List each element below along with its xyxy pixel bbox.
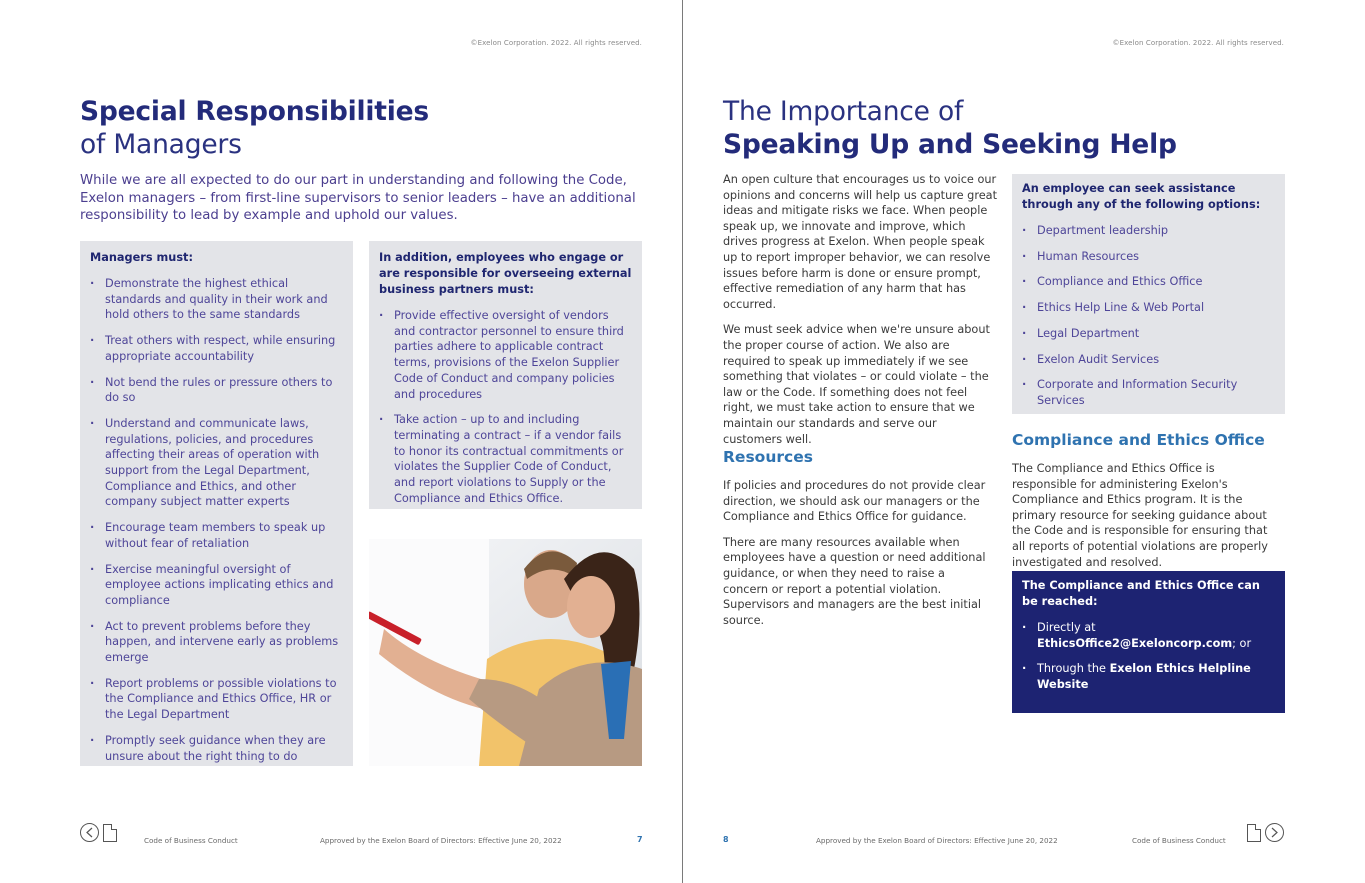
intro-paragraph: While we are all expected to do our part in understanding and following the Code, Exelon managers – from first-line supervisors to senior leaders – have an additional responsibility to lead by example and uphold our values. bbox=[80, 173, 636, 224]
list-item: · Report problems or possible violations to the Compliance and Ethics Office, HR or the Legal Department bbox=[90, 676, 343, 723]
copyright-notice: ©Exelon Corporation. 2022. All rights reserved. bbox=[470, 39, 642, 47]
list-item bbox=[1022, 661, 1275, 692]
title-light: of Managers bbox=[80, 129, 242, 160]
business-partners-box bbox=[369, 241, 642, 509]
next-page-icon[interactable] bbox=[1265, 823, 1284, 842]
assistance-options-box bbox=[1012, 174, 1285, 414]
paragraph: An open culture that encourages us to voice our opinions and concerns will help us capture great ideas and mitigate risks we face. When people speak up, we innovate and improve, which drives progress at Exelon. When people speak up to report improper behavior, we can resolve issues before harm is done or ensure prompt, effective remediation of any harm that has occurred. bbox=[723, 173, 998, 311]
list-item: · Exercise meaningful oversight of employee actions implicating ethics and compliance bbox=[90, 562, 343, 609]
list-item: · Take action – up to and including terminating a contract – if a vendor fails to honor its contractual commitments or violates the Supplier Code of Conduct, and report violations to Supply or the Compliance and Ethics Office. bbox=[379, 412, 632, 506]
contact-list bbox=[1022, 620, 1275, 693]
list-item: · Treat others with respect, while ensuring appropriate accountability bbox=[90, 333, 343, 364]
list-item: · Compliance and Ethics Office bbox=[1022, 274, 1275, 290]
list-item: · Provide effective oversight of vendors and contractor personnel to ensure third parties adhere to applicable contract terms, provisions of the Exelon Supplier Code of Conduct and company policies and procedures bbox=[379, 308, 632, 402]
previous-page-icon[interactable] bbox=[80, 823, 99, 842]
contact-suffix: ; or bbox=[1232, 636, 1252, 650]
partners-heading: In addition, employees who engage or are responsible for overseeing external business partners must: bbox=[379, 251, 632, 296]
title-bold: Speaking Up and Seeking Help bbox=[723, 129, 1177, 160]
page-number: 8 bbox=[723, 835, 729, 844]
resources-text bbox=[723, 478, 993, 638]
paragraph: If policies and procedures do not provide clear direction, we should ask our managers or the Compliance and Ethics Office for guidance. bbox=[723, 479, 986, 524]
page-title bbox=[80, 95, 429, 161]
options-heading: An employee can seek assistance through any of the following options: bbox=[1022, 182, 1261, 211]
list-item: · Act to prevent problems before they happen, and intervene early as problems emerge bbox=[90, 619, 343, 666]
list-item: · Promptly seek guidance when they are unsure about the right thing to do bbox=[90, 733, 343, 764]
footer-title: Code of Business Conduct bbox=[144, 836, 238, 845]
list-item: · Understand and communicate laws, regulations, policies, and procedures affecting their areas of operation with support from the Legal Department, Compliance and Ethics, and other company subject matter experts bbox=[90, 416, 343, 510]
contact-prefix: Directly at bbox=[1037, 621, 1096, 634]
left-nav bbox=[80, 823, 117, 842]
contact-heading: The Compliance and Ethics Office can be reached: bbox=[1022, 579, 1260, 608]
managers-box bbox=[80, 241, 353, 766]
left-page bbox=[0, 0, 682, 883]
list-item: · Legal Department bbox=[1022, 326, 1275, 342]
list-item: · Demonstrate the highest ethical standards and quality in their work and hold others to the same standards bbox=[90, 276, 343, 323]
title-light: The Importance of bbox=[723, 96, 964, 127]
footer-title: Code of Business Conduct bbox=[1132, 836, 1226, 845]
compliance-office-text bbox=[1012, 461, 1282, 580]
document-icon[interactable] bbox=[103, 824, 117, 842]
list-item: · Exelon Audit Services bbox=[1022, 352, 1275, 368]
copyright-notice: ©Exelon Corporation. 2022. All rights reserved. bbox=[1112, 39, 1284, 47]
paragraph: We must seek advice when we're unsure about the proper course of action. We also are required to speak up immediately if we see something that violates – or could violate – the law or the Code. If something does not feel right, we must take action to ensure that we maintain our standards and serve our customers well. bbox=[723, 323, 990, 446]
email-link[interactable]: EthicsOffice2@Exeloncorp.com bbox=[1037, 636, 1233, 650]
photo-two-employees-whiteboard bbox=[369, 539, 642, 766]
photo-illustration bbox=[369, 539, 642, 766]
partners-list bbox=[379, 308, 632, 506]
contact-box bbox=[1012, 571, 1285, 713]
list-item: · Not bend the rules or pressure others to do so bbox=[90, 375, 343, 406]
helpline-website-link[interactable]: Exelon Ethics Helpline Website bbox=[1037, 662, 1251, 692]
options-list bbox=[1022, 223, 1275, 409]
title-bold: Special Responsibilities bbox=[80, 96, 429, 127]
list-item: · Department leadership bbox=[1022, 223, 1275, 239]
list-item: · Corporate and Information Security Services bbox=[1022, 377, 1275, 408]
list-item bbox=[1022, 620, 1275, 651]
right-nav bbox=[1247, 823, 1284, 842]
managers-heading: Managers must: bbox=[90, 251, 193, 264]
list-item: · Ethics Help Line & Web Portal bbox=[1022, 300, 1275, 316]
page-title bbox=[723, 95, 1177, 161]
list-item: · Encourage team members to speak up without fear of retaliation bbox=[90, 520, 343, 551]
compliance-office-heading: Compliance and Ethics Office bbox=[1012, 431, 1265, 449]
resources-heading: Resources bbox=[723, 448, 813, 466]
right-page bbox=[683, 0, 1365, 883]
paragraph: The Compliance and Ethics Office is responsible for administering Exelon's Compliance and Ethics program. It is the primary resource for seeking guidance about the Code and is responsible for ensuring that all reports of potential violations are properly investigated and resolved. bbox=[1012, 462, 1268, 569]
footer-approval: Approved by the Exelon Board of Directors: Effective June 20, 2022 bbox=[816, 836, 1058, 845]
contact-prefix: Through the bbox=[1037, 662, 1110, 676]
footer-approval: Approved by the Exelon Board of Directors: Effective June 20, 2022 bbox=[320, 836, 562, 845]
managers-list bbox=[90, 276, 343, 764]
list-item: · Human Resources bbox=[1022, 249, 1275, 265]
speaking-up-text bbox=[723, 172, 998, 457]
paragraph: There are many resources available when employees have a question or need additional guidance, or when they need to raise a concern or report a potential violation. Supervisors and managers are the best initial source. bbox=[723, 535, 986, 627]
document-icon[interactable] bbox=[1247, 824, 1261, 842]
page-number: 7 bbox=[637, 835, 643, 844]
